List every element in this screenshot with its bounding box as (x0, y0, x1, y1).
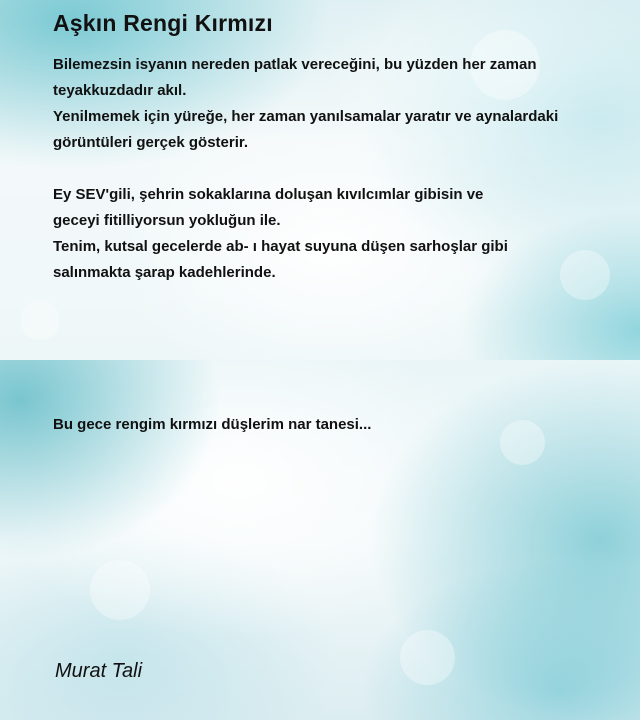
poem-line: Yenilmemek için yüreğe, her zaman yanılsamalar yaratır ve aynalardaki (53, 108, 559, 125)
bokeh-light (20, 300, 60, 340)
bokeh-light (90, 560, 150, 620)
poem-title: Aşkın Rengi Kırmızı (53, 10, 273, 36)
poem-line: salınmakta şarap kadehlerinde. (53, 264, 276, 281)
bokeh-light (560, 250, 610, 300)
poem-stanza-1 (53, 52, 558, 156)
poem-author: Murat Tali (55, 660, 143, 682)
poem-stanza-2 (53, 182, 508, 286)
poem-line: görüntüleri gerçek gösterir. (53, 134, 249, 151)
poem-line: Bu gece rengim kırmızı düşlerim nar tanesi... (53, 416, 372, 433)
poem-stanza-3 (53, 412, 371, 438)
poem-line: geceyi fitilliyorsun yokluğun ile. (53, 212, 281, 229)
bokeh-light (500, 420, 545, 465)
poem-line: Bilemezsin isyanın nereden patlak vereceğini, bu yüzden her zaman (53, 56, 537, 73)
bokeh-light (400, 630, 455, 685)
poem-line: Ey SEV'gili, şehrin sokaklarına doluşan kıvılcımlar gibisin ve (53, 186, 484, 203)
poem-line: teyakkuzdadır akıl. (53, 82, 187, 99)
poem-line: Tenim, kutsal gecelerde ab- ı hayat suyuna düşen sarhoşlar gibi (53, 238, 508, 255)
poem-card-bottom (0, 360, 640, 720)
